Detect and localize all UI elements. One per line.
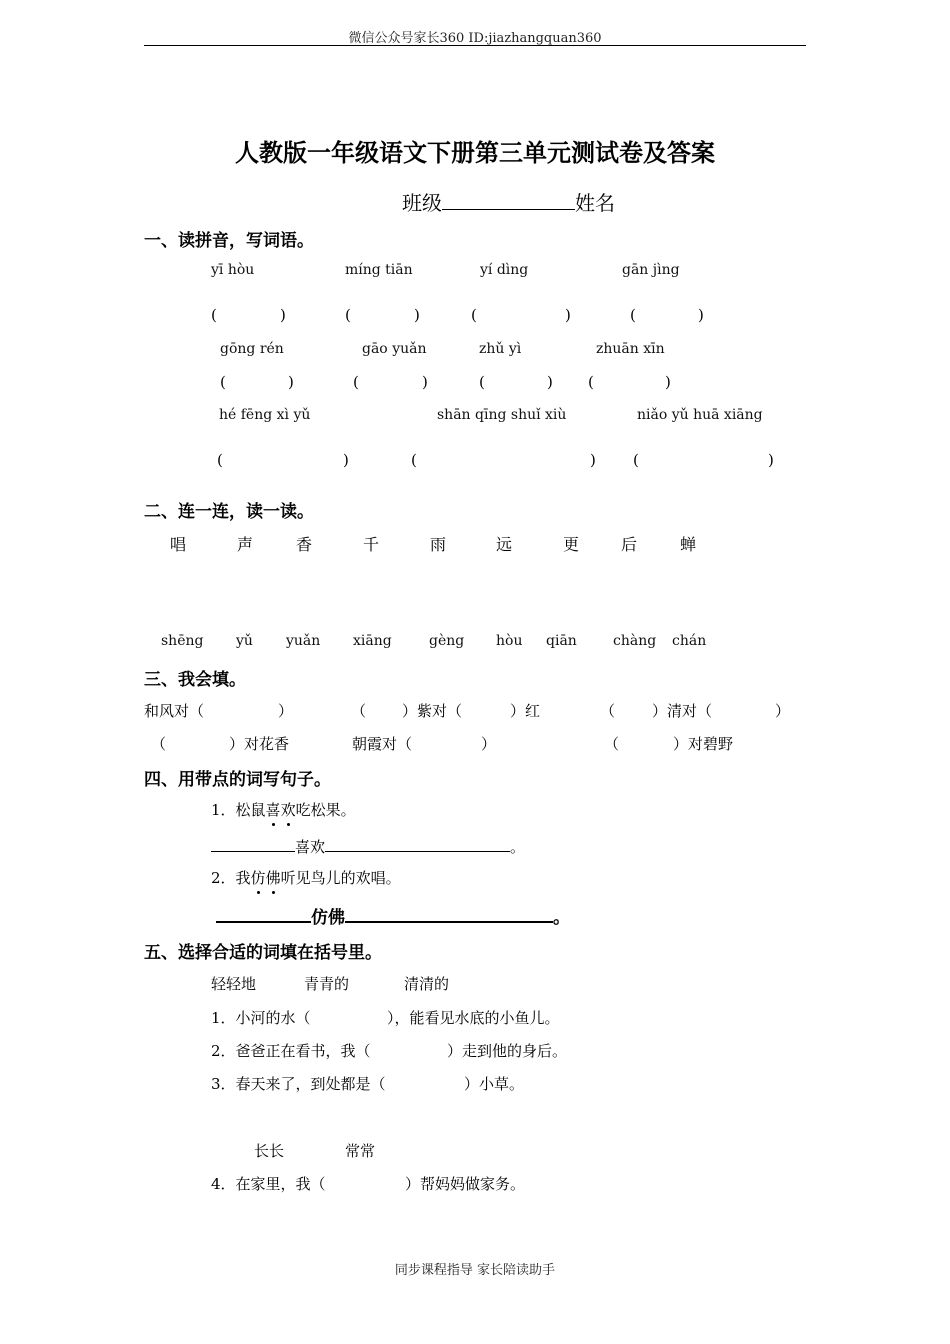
fill-text: ）清对（ (652, 702, 713, 720)
answer-paren-right: ) (665, 373, 671, 391)
fill-text: （ (151, 735, 167, 753)
pinyin-1: yī hòu (211, 262, 255, 278)
section-2-heading: 二、连一连，读一读。 (144, 502, 314, 522)
match-pinyin[interactable]: xiāng (353, 633, 392, 649)
match-pinyin[interactable]: qiān (546, 633, 577, 649)
class-blank[interactable] (442, 209, 575, 210)
answer-paren-right: ) (768, 451, 774, 469)
pinyin-11: niǎo yǔ huā xiāng (637, 407, 763, 423)
answer-paren-left: ( (588, 373, 594, 391)
match-pinyin[interactable]: yǔ (236, 633, 253, 649)
question-5-2b: ）走到他的身后。 (447, 1042, 568, 1060)
match-char[interactable]: 更 (563, 535, 580, 554)
answer-paren-left: ( (345, 306, 351, 324)
pinyin-9: hé fēng xì yǔ (219, 407, 311, 423)
answer-line-4-1[interactable]: 喜欢 。 (211, 836, 525, 857)
question-4-2: 2．我仿佛听见鸟儿的欢唱。 (211, 869, 401, 887)
answer-paren-right: ) (565, 306, 571, 324)
fill-text: （ (600, 702, 616, 720)
question-5-4a: 4．在家里，我（ (211, 1175, 326, 1193)
word-choice: 青青的 (304, 975, 350, 993)
match-char[interactable]: 远 (496, 535, 513, 554)
pinyin-5: gōng rén (220, 341, 284, 357)
answer-paren-left: ( (630, 306, 636, 324)
answer-paren-right: ) (280, 306, 286, 324)
match-pinyin[interactable]: yuǎn (286, 633, 321, 649)
match-char[interactable]: 蝉 (680, 535, 697, 554)
fill-text: ） (775, 702, 791, 720)
class-label: 班级 (402, 191, 442, 215)
answer-paren-left: ( (411, 451, 417, 469)
question-5-3a: 3．春天来了，到处都是（ (211, 1075, 386, 1093)
section-1-heading: 一、读拼音，写词语。 (144, 231, 314, 251)
fill-text: ） (481, 735, 497, 753)
fill-text: ）对碧野 (673, 735, 734, 753)
match-char[interactable]: 唱 (170, 535, 187, 554)
match-char[interactable]: 声 (237, 535, 254, 554)
pinyin-3: yí dìng (480, 262, 529, 278)
pinyin-2: míng tiān (345, 262, 413, 278)
match-pinyin[interactable]: chàng (613, 633, 657, 649)
pinyin-4: gān jìng (622, 262, 680, 278)
fill-text: ）红 (510, 702, 541, 720)
answer-paren-right: ) (590, 451, 596, 469)
fill-text: （ (351, 702, 367, 720)
answer-line-4-2[interactable]: 仿佛 。 (216, 903, 570, 928)
answer-blank[interactable] (325, 851, 510, 852)
class-name-line (402, 187, 615, 216)
answer-blank[interactable] (216, 921, 311, 923)
name-label: 姓名 (575, 191, 615, 215)
match-char[interactable]: 后 (621, 535, 638, 554)
question-5-3b: ）小草。 (464, 1075, 525, 1093)
answer-paren-left: ( (220, 373, 226, 391)
fill-text: ） (278, 702, 294, 720)
answer-paren-left: ( (633, 451, 639, 469)
word-choice: 清清的 (404, 975, 450, 993)
answer-paren-right: ) (698, 306, 704, 324)
page-title: 人教版一年级语文下册第三单元测试卷及答案 (235, 138, 715, 167)
pinyin-8: zhuān xīn (596, 341, 665, 357)
section-4-heading: 四、用带点的词写句子。 (144, 770, 331, 790)
answer-blank[interactable] (345, 921, 553, 923)
fill-text: 和风对（ (144, 702, 205, 720)
question-5-1a: 1．小河的水（ (211, 1009, 311, 1027)
page-header: 微信公众号家长360 ID:jiazhangquan360 (348, 31, 602, 46)
fill-text: ）紫对（ (402, 702, 463, 720)
fill-text: （ (604, 735, 620, 753)
question-5-4b: ）帮妈妈做家务。 (405, 1175, 526, 1193)
fill-text: ）对花香 (229, 735, 290, 753)
answer-paren-left: ( (353, 373, 359, 391)
page-footer: 同步课程指导 家长陪读助手 (394, 1263, 556, 1278)
answer-paren-left: ( (479, 373, 485, 391)
word-choice: 轻轻地 (211, 975, 257, 993)
answer-paren-left: ( (217, 451, 223, 469)
match-pinyin[interactable]: hòu (496, 633, 523, 649)
match-char[interactable]: 雨 (430, 535, 447, 554)
answer-blank[interactable] (211, 851, 295, 852)
pinyin-10: shān qīng shuǐ xiù (437, 407, 567, 423)
question-5-1b: ），能看见水底的小鱼儿。 (387, 1009, 560, 1027)
answer-paren-left: ( (471, 306, 477, 324)
answer-paren-right: ) (288, 373, 294, 391)
question-4-1: 1．松鼠喜欢吃松果。 (211, 801, 356, 819)
pinyin-6: gāo yuǎn (362, 341, 427, 357)
fill-text: 朝霞对（ (352, 735, 413, 753)
answer-paren-left: ( (211, 306, 217, 324)
word-choice: 长长 (254, 1142, 285, 1160)
header-rule (144, 45, 806, 46)
word-choice: 常常 (345, 1142, 376, 1160)
answer-paren-right: ) (414, 306, 420, 324)
pinyin-7: zhǔ yì (479, 341, 522, 357)
match-char[interactable]: 千 (363, 535, 380, 554)
section-3-heading: 三、我会填。 (144, 670, 246, 690)
match-pinyin[interactable]: gèng (429, 633, 465, 649)
answer-paren-right: ) (422, 373, 428, 391)
answer-paren-right: ) (343, 451, 349, 469)
question-5-2a: 2．爸爸正在看书，我（ (211, 1042, 371, 1060)
match-char[interactable]: 香 (296, 535, 313, 554)
match-pinyin[interactable]: shēng (161, 633, 204, 649)
answer-paren-right: ) (547, 373, 553, 391)
section-5-heading: 五、选择合适的词填在括号里。 (144, 943, 382, 963)
match-pinyin[interactable]: chán (672, 633, 707, 649)
